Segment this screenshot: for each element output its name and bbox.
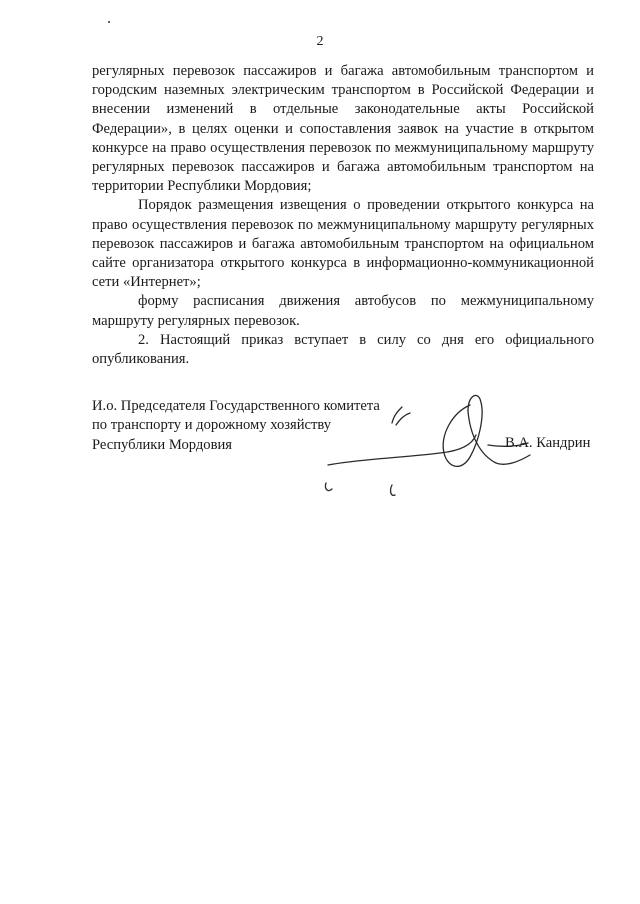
page-number: 2 bbox=[316, 34, 324, 49]
body-text bbox=[92, 62, 594, 369]
paragraph-continuation: регулярных перевозок пассажиров и багажа автомобильным транспортом и городским наземных электрическим транспортом в Российской Федерации и внесении изменений в отдельные законодательные акты Российской Федерации», в целях оценки и сопоставления заявок на участие в открытом конкурсе на право осуществления перевозок по межмуниципальному маршруту регулярных перевозок пассажиров и багажа автомобильным транспортом на территории Республики Мордовия; bbox=[92, 63, 594, 195]
paragraph-schedule-form: форму расписания движения автобусов по межмуниципальному маршруту регулярных перевозок. bbox=[92, 293, 594, 329]
signatory-title-line: И.о. Председателя Государственного комитета bbox=[92, 398, 380, 414]
paragraph-procedure: Порядок размещения извещения о проведении открытого конкурса на право осуществления перевозок по межмуниципальному маршруту регулярных перевозок пассажиров и багажа автомобильным транспортом на официальном сайте организатора открытого конкурса в информационно-коммуникационной сети «Интернет»; bbox=[92, 197, 594, 291]
scan-speck bbox=[108, 21, 110, 23]
signatory-title-line: по транспорту и дорожному хозяйству bbox=[92, 417, 332, 434]
paragraph-effective-date: 2. Настоящий приказ вступает в силу со дня его официального опубликования. bbox=[92, 331, 594, 368]
signatory-title-line: Республики Мордовия bbox=[92, 436, 233, 453]
signatory-name: В.А. Кандрин bbox=[505, 435, 591, 451]
